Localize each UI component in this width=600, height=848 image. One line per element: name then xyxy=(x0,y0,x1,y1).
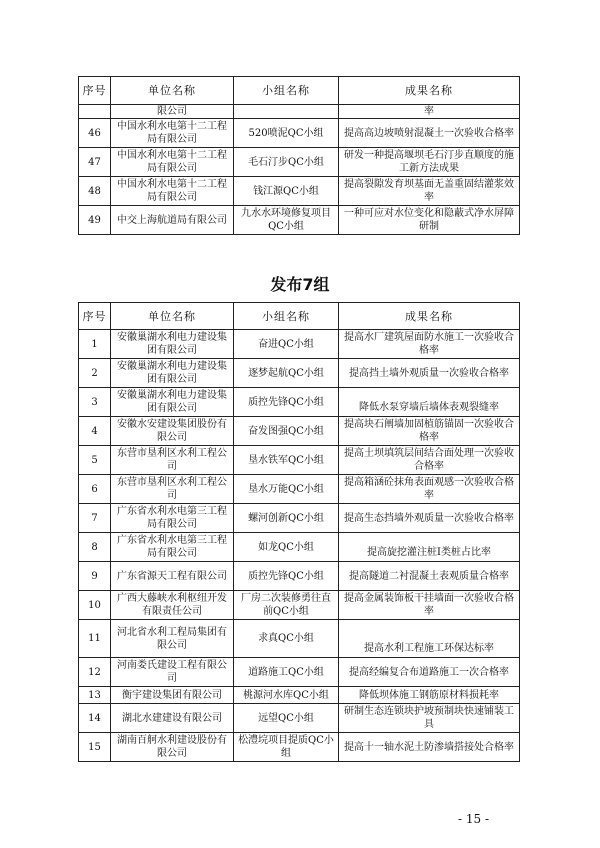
row-result: 提高水厂建筑屋面防水施工一次验收合格率 xyxy=(339,330,520,359)
row-group: 远望QC小组 xyxy=(234,704,339,733)
row-group: 厂房二次装修勇往直前QC小组 xyxy=(234,591,339,620)
header-group: 小组名称 xyxy=(234,77,339,105)
header-result: 成果名称 xyxy=(339,303,520,330)
row-index: 3 xyxy=(79,388,111,417)
row-unit: 湖北水建建设有限公司 xyxy=(111,704,234,733)
row-result: 提高经编复合布道路施工一次合格率 xyxy=(339,658,520,687)
section-title: 发布7组 xyxy=(270,275,330,294)
row-group: 钱江源QC小组 xyxy=(234,177,339,206)
results-table-group-7 xyxy=(78,302,520,762)
row-result: 提高水利工程施工环保达标率 xyxy=(339,620,520,658)
row-index: 6 xyxy=(79,475,111,504)
table-header-row xyxy=(79,77,520,105)
row-result: 研发一种提高堰坝毛石汀步直顺度的施工新方法成果 xyxy=(339,148,520,177)
table-row xyxy=(79,687,520,704)
row-unit: 东营市垦利区水利工程公司 xyxy=(111,446,234,475)
row-group: 逐梦起航QC小组 xyxy=(234,359,339,388)
row-unit: 安徽巢湖水利电力建设集团有限公司 xyxy=(111,330,234,359)
row-result: 提高挡土墙外观质量一次验收合格率 xyxy=(339,359,520,388)
row-result: 提高块石阐墙加固植筋锚固一次验收合格率 xyxy=(339,417,520,446)
table-row xyxy=(79,533,520,562)
table-row xyxy=(79,206,520,235)
row-result: 提高裂隙发育坝基面无盖重固结灌浆效率 xyxy=(339,177,520,206)
table-row xyxy=(79,119,520,148)
page-number: - 15 - xyxy=(458,812,490,826)
row-index: 9 xyxy=(79,562,111,591)
header-index: 序号 xyxy=(79,303,111,330)
row-unit: 东营市垦利区水利工程公司 xyxy=(111,475,234,504)
row-result: 提高箱涵砼抹角表面观感一次验收合格率 xyxy=(339,475,520,504)
row-index: 11 xyxy=(79,620,111,658)
table-row xyxy=(79,591,520,620)
row-index: 1 xyxy=(79,330,111,359)
table-row xyxy=(79,417,520,446)
table-row xyxy=(79,562,520,591)
row-group: 毛石汀步QC小组 xyxy=(234,148,339,177)
row-index: 48 xyxy=(79,177,111,206)
row-result: 提高金属装饰板干挂墙面一次验收合格率 xyxy=(339,591,520,620)
row-unit: 河南娄氏建设工程有限公司 xyxy=(111,658,234,687)
row-unit: 广西大藤峡水利枢纽开发有限责任公司 xyxy=(111,591,234,620)
header-unit: 单位名称 xyxy=(111,303,234,330)
row-group: 九水水环境修复项目QC小组 xyxy=(234,206,339,235)
row-unit: 湖南百舸水利建设股份有限公司 xyxy=(111,733,234,762)
row-result: 一种可应对水位变化和隐蔽式净水屏障研制 xyxy=(339,206,520,235)
header-group: 小组名称 xyxy=(234,303,339,330)
row-result: 提高十一轴水泥土防渗墙搭接处合格率 xyxy=(339,733,520,762)
table-row xyxy=(79,330,520,359)
row-unit: 广东省水利水电第三工程局有限公司 xyxy=(111,504,234,533)
row-group: 求真QC小组 xyxy=(234,620,339,658)
row-unit: 安徽巢湖水利电力建设集团有限公司 xyxy=(111,388,234,417)
row-index: 7 xyxy=(79,504,111,533)
row-group: 垦水万能QC小组 xyxy=(234,475,339,504)
table-row xyxy=(79,620,520,658)
table-row xyxy=(79,704,520,733)
row-index: 8 xyxy=(79,533,111,562)
row-result: 降低水泵穿墙后墙体表观裂缝率 xyxy=(339,388,520,417)
table-row xyxy=(79,359,520,388)
row-unit: 中国水利水电第十二工程局有限公司 xyxy=(111,177,234,206)
row-group: 奋发图强QC小组 xyxy=(234,417,339,446)
table-row xyxy=(79,388,520,417)
row-index: 10 xyxy=(79,591,111,620)
row-group: 520喷泥QC小组 xyxy=(234,119,339,148)
row-index: 14 xyxy=(79,704,111,733)
row-unit: 安徽巢湖水利电力建设集团有限公司 xyxy=(111,359,234,388)
table-row xyxy=(79,504,520,533)
row-index: 47 xyxy=(79,148,111,177)
row-index xyxy=(79,105,111,119)
row-index: 5 xyxy=(79,446,111,475)
table-row xyxy=(79,658,520,687)
row-unit: 中交上海航道局有限公司 xyxy=(111,206,234,235)
row-unit: 广东省源天工程有限公司 xyxy=(111,562,234,591)
row-index: 4 xyxy=(79,417,111,446)
table-row xyxy=(79,446,520,475)
row-group: 垦水铁军QC小组 xyxy=(234,446,339,475)
row-group: 质控先锋QC小组 xyxy=(234,562,339,591)
table-row xyxy=(79,733,520,762)
row-group: 螺河创新QC小组 xyxy=(234,504,339,533)
row-group: 奋进QC小组 xyxy=(234,330,339,359)
header-unit: 单位名称 xyxy=(111,77,234,105)
row-unit: 河北省水利工程局集团有限公司 xyxy=(111,620,234,658)
row-index: 46 xyxy=(79,119,111,148)
row-unit: 安徽水安建设集团股份有限公司 xyxy=(111,417,234,446)
row-unit: 限公司 xyxy=(111,105,234,119)
row-result: 率 xyxy=(339,105,520,119)
row-unit: 中国水利水电第十二工程局有限公司 xyxy=(111,119,234,148)
results-table-continued xyxy=(78,76,520,235)
row-result: 提高旋挖灌注桩Ⅰ类桩占比率 xyxy=(339,533,520,562)
row-group: 质控先锋QC小组 xyxy=(234,388,339,417)
header-index: 序号 xyxy=(79,77,111,105)
row-result: 降低坝体施工钢筋原材料损耗率 xyxy=(339,687,520,704)
row-group xyxy=(234,105,339,119)
row-group: 道路施工QC小组 xyxy=(234,658,339,687)
row-result: 研制生态连锁块护坡预制块快速铺装工具 xyxy=(339,704,520,733)
row-group: 松澧垸项目提质QC小组 xyxy=(234,733,339,762)
table-header-row xyxy=(79,303,520,330)
row-index: 15 xyxy=(79,733,111,762)
row-unit: 衡宇建设集团有限公司 xyxy=(111,687,234,704)
row-result: 提高生态挡墙外观质量一次验收合格率 xyxy=(339,504,520,533)
row-group: 如龙QC小组 xyxy=(234,533,339,562)
header-result: 成果名称 xyxy=(339,77,520,105)
row-result: 提高土坝填筑层间结合面处理一次验收合格率 xyxy=(339,446,520,475)
row-result: 提高高边坡喷射混凝土一次验收合格率 xyxy=(339,119,520,148)
row-group: 桃源河水库QC小组 xyxy=(234,687,339,704)
row-index: 12 xyxy=(79,658,111,687)
table-row xyxy=(79,148,520,177)
row-unit: 广东省水利水电第三工程局有限公司 xyxy=(111,533,234,562)
table-row xyxy=(79,177,520,206)
row-index: 13 xyxy=(79,687,111,704)
table-row xyxy=(79,475,520,504)
row-result: 提高隧道二衬混凝土表观质量合格率 xyxy=(339,562,520,591)
table-row xyxy=(79,105,520,119)
row-index: 2 xyxy=(79,359,111,388)
row-index: 49 xyxy=(79,206,111,235)
row-unit: 中国水利水电第十二工程局有限公司 xyxy=(111,148,234,177)
